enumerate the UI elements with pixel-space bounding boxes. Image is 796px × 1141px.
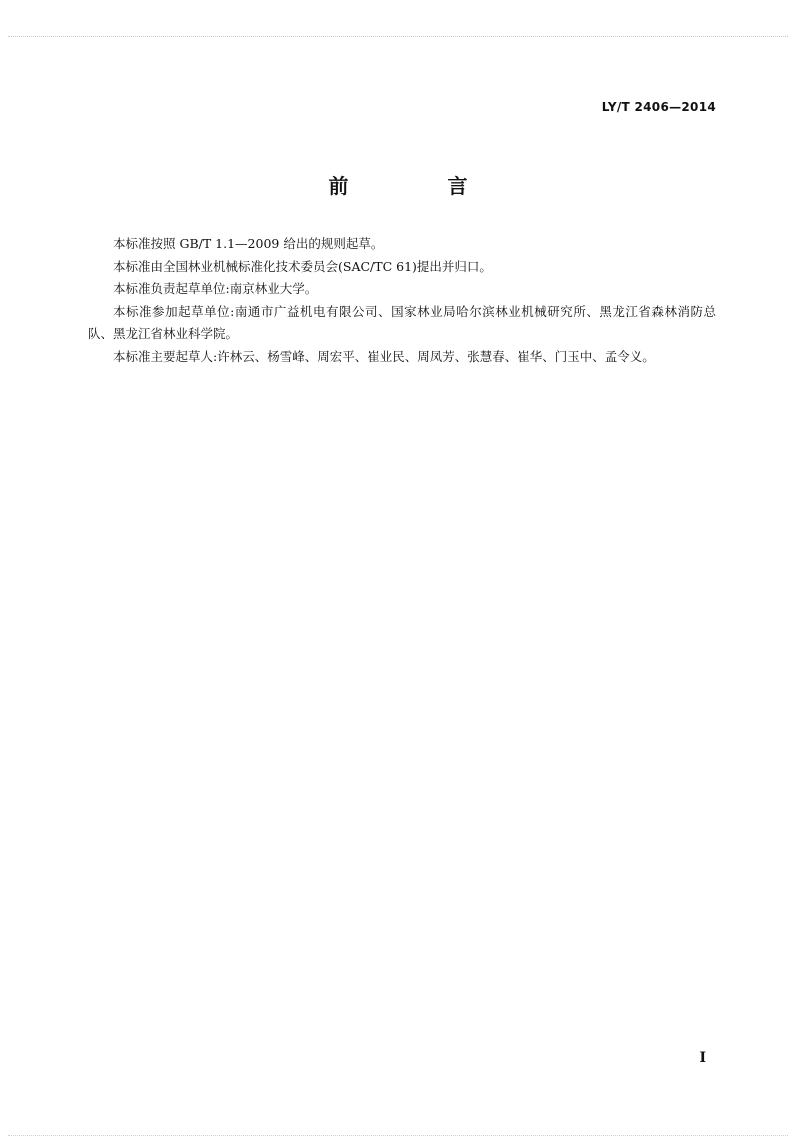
bottom-border-line (8, 1135, 788, 1136)
paragraph-responsible-unit: 本标准负责起草单位:南京林业大学。 (113, 281, 318, 296)
paragraph-proposer: 本标准由全国林业机械标准化技术委员会(SAC/TC 61)提出并归口。 (113, 258, 492, 274)
standard-number: LY/T 2406—2014 (601, 100, 716, 114)
paragraph-drafting-rules: 本标准按照 GB/T 1.1—2009 给出的规则起草。 (113, 236, 384, 251)
paragraph-participating-units: 本标准参加起草单位:南通市广益机电有限公司、国家林业局哈尔滨林业机械研究所、黑龙江省森林消防总队、黑龙江省林业科学院。 (88, 303, 716, 341)
page-number: I (699, 1050, 706, 1066)
page-title: 前 言 (328, 174, 514, 198)
paragraph-main-drafters: 本标准主要起草人:许林云、杨雪峰、周宏平、崔业民、周凤芳、张慧春、崔华、门玉中、孟令义。 (113, 348, 655, 364)
top-border-line (8, 36, 788, 37)
foreword-body (88, 233, 716, 368)
